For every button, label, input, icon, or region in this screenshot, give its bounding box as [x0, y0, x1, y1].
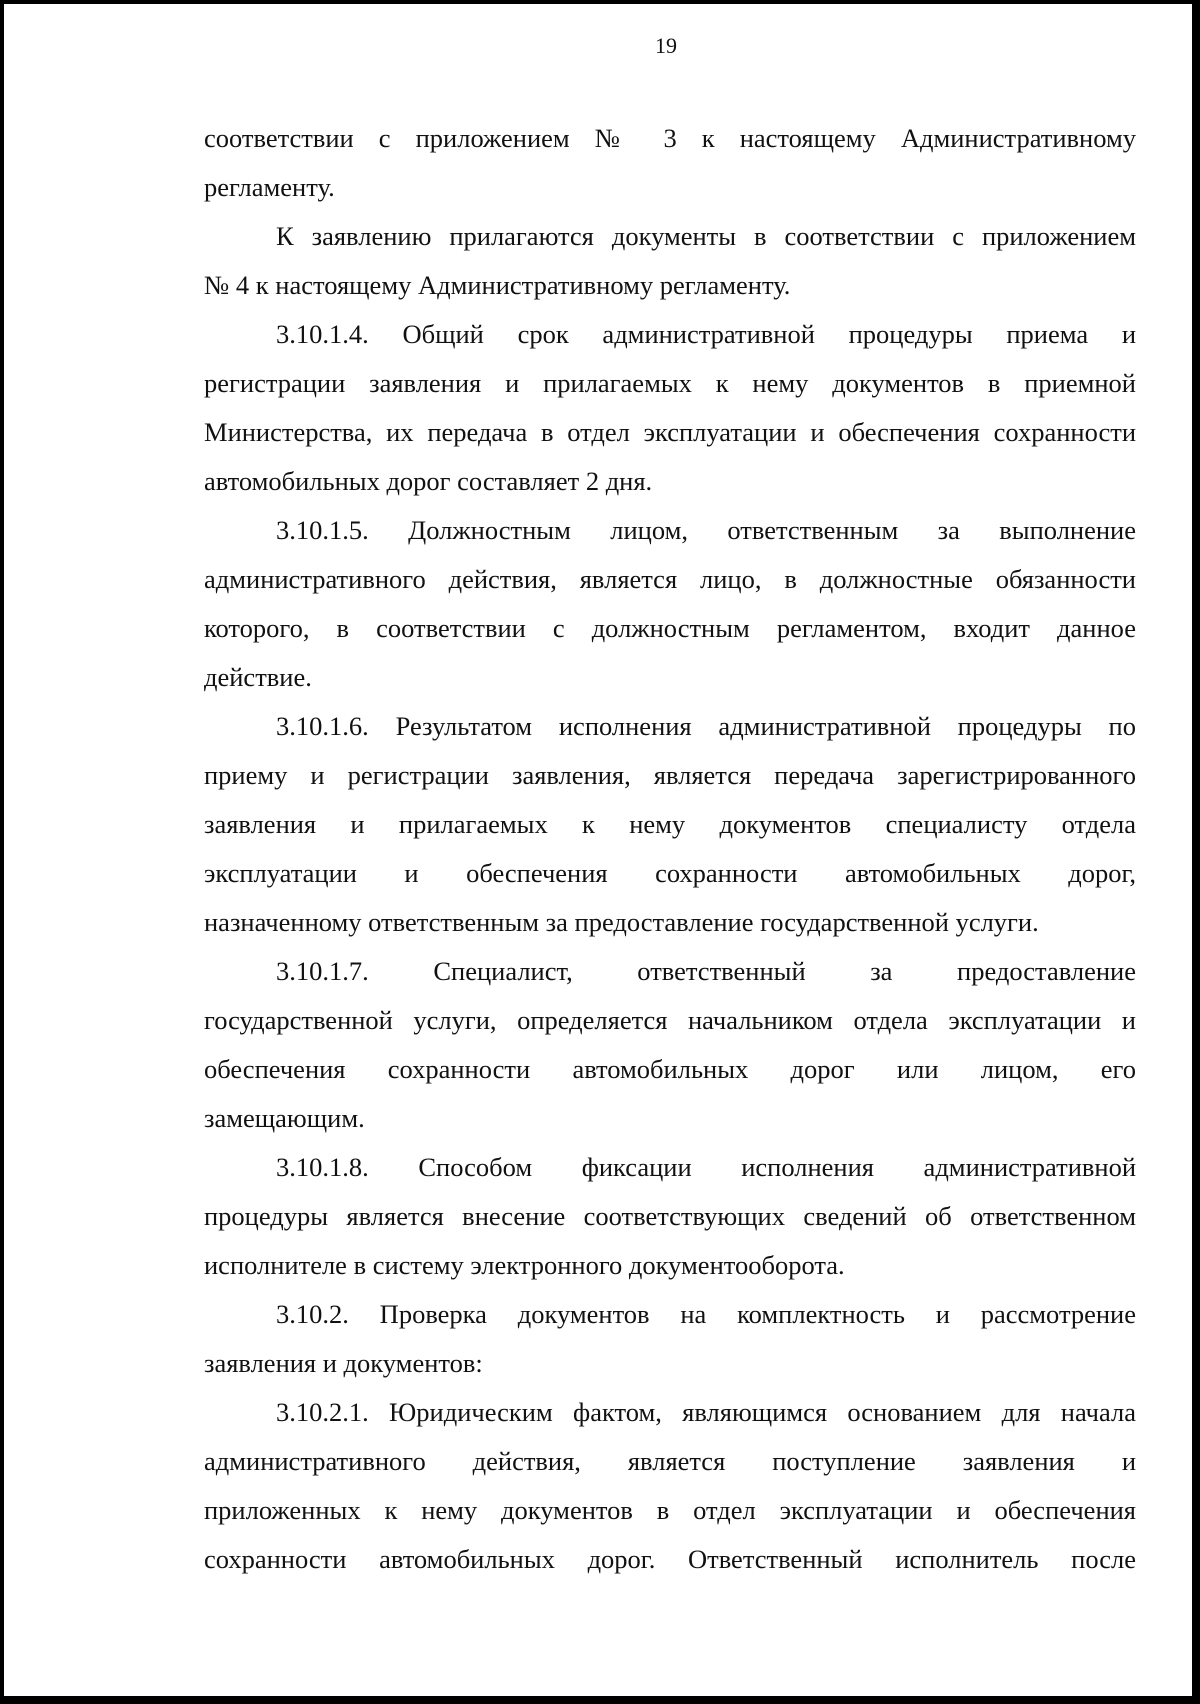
- paragraph-attachments: [204, 212, 1136, 310]
- text-line: которого, в соответствии с должностным регламентом, входит данное: [204, 613, 1136, 643]
- text-line: автомобильных дорог составляет 2 дня.: [204, 466, 653, 496]
- paragraph-3-10-2-1: [204, 1388, 1136, 1584]
- paragraph-3-10-2: [204, 1290, 1136, 1388]
- paragraph-3-10-1-5: [204, 506, 1136, 702]
- text-line: 3.10.1.5. Должностным лицом, ответственным за выполнение: [276, 515, 1136, 545]
- text-line: соответствии с приложением № 3 к настоящему Административному: [204, 123, 1136, 153]
- page-number: 19: [655, 33, 677, 58]
- paragraph-3-10-1-6: [204, 702, 1136, 947]
- text-line: замещающим.: [204, 1103, 365, 1133]
- text-line: 3.10.2.1. Юридическим фактом, являющимся основанием для начала: [276, 1397, 1136, 1427]
- text-line: заявления и документов:: [204, 1348, 483, 1378]
- text-line: сохранности автомобильных дорог. Ответственный исполнитель после: [204, 1544, 1136, 1574]
- text-line: приему и регистрации заявления, является передача зарегистрированного: [204, 760, 1136, 790]
- text-line: К заявлению прилагаются документы в соответствии с приложением: [276, 221, 1136, 251]
- text-line: № 4 к настоящему Административному регламенту.: [204, 270, 791, 300]
- text-line: заявления и прилагаемых к нему документов специалисту отдела: [204, 809, 1136, 839]
- text-line: 3.10.2. Проверка документов на комплектность и рассмотрение: [276, 1299, 1136, 1329]
- paragraph-3-10-1-4: [204, 310, 1136, 506]
- paragraph-3-10-1-7: [204, 947, 1136, 1143]
- text-line: эксплуатации и обеспечения сохранности автомобильных дорог,: [204, 858, 1136, 888]
- paragraph-continuation: [204, 114, 1136, 212]
- text-line: регистрации заявления и прилагаемых к нему документов в приемной: [204, 368, 1136, 398]
- text-line: назначенному ответственным за предоставление государственной услуги.: [204, 907, 1039, 937]
- text-line: 3.10.1.6. Результатом исполнения административной процедуры по: [276, 711, 1136, 741]
- text-line: приложенных к нему документов в отдел эксплуатации и обеспечения: [204, 1495, 1136, 1525]
- text-line: административного действия, является поступление заявления и: [204, 1446, 1136, 1476]
- text-line: регламенту.: [204, 172, 335, 202]
- text-line: государственной услуги, определяется начальником отдела эксплуатации и: [204, 1005, 1136, 1035]
- text-line: 3.10.1.4. Общий срок административной процедуры приема и: [276, 319, 1136, 349]
- text-line: действие.: [204, 662, 312, 692]
- text-line: 3.10.1.8. Способом фиксации исполнения административной: [276, 1152, 1136, 1182]
- text-line: процедуры является внесение соответствующих сведений об ответственном: [204, 1201, 1136, 1231]
- text-line: 3.10.1.7. Специалист, ответственный за предоставление: [276, 956, 1136, 986]
- document-body: [204, 114, 1136, 1584]
- paragraph-3-10-1-8: [204, 1143, 1136, 1290]
- text-line: исполнителе в систему электронного документооборота.: [204, 1250, 845, 1280]
- text-line: административного действия, является лицо, в должностные обязанности: [204, 564, 1136, 594]
- text-line: обеспечения сохранности автомобильных дорог или лицом, его: [204, 1054, 1136, 1084]
- text-line: Министерства, их передача в отдел эксплуатации и обеспечения сохранности: [204, 417, 1136, 447]
